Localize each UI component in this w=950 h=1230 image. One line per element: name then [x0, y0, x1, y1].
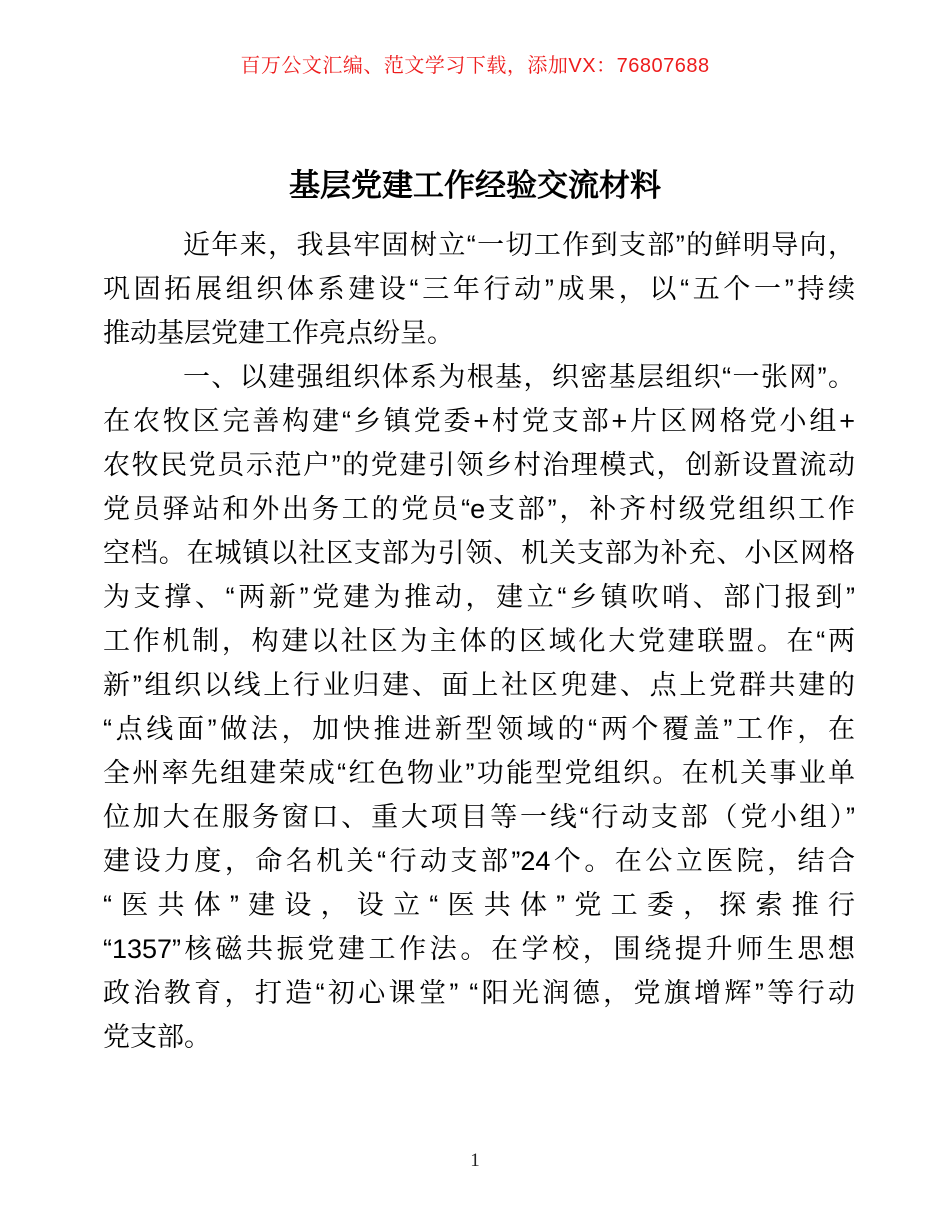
page-footer	[0, 1150, 950, 1172]
paragraph-line: 空档。在城镇以社区支部为引领、机关支部为补充、小区网格	[103, 538, 855, 568]
paragraph-line: 建设力度，命名机关“行动支部”24个。在公立医院，结合	[103, 846, 855, 876]
paragraph-line: 党员驿站和外出务工的党员“e支部”，补齐村级党组织工作	[103, 494, 855, 524]
paragraph-line: 一、以建强组织体系为根基，织密基层组织“一张网”。	[183, 362, 855, 392]
paragraph	[103, 223, 855, 355]
paragraph-line: 新”组织以线上行业归建、面上社区兜建、点上党群共建的	[103, 670, 855, 700]
paragraph-line: “医共体”建设，设立“医共体”党工委，探索推行	[103, 890, 855, 920]
paragraph-line: 巩固拓展组织体系建设“三年行动”成果，以“五个一”持续	[103, 274, 855, 304]
paragraph-line: 工作机制，构建以社区为主体的区域化大党建联盟。在“两	[103, 626, 855, 656]
paragraph-line: 位加大在服务窗口、重大项目等一线“行动支部（党小组）”	[103, 802, 855, 832]
paragraph-line: “1357”核磁共振党建工作法。在学校，围绕提升师生思想	[103, 934, 855, 964]
paragraph-line: 在农牧区完善构建“乡镇党委+村党支部+片区网格党小组+	[103, 406, 855, 436]
document-body	[103, 223, 855, 1059]
paragraph-line: 全州率先组建荣成“红色物业”功能型党组织。在机关事业单	[103, 758, 855, 788]
promo-banner	[0, 49, 950, 78]
paragraph-line: 农牧民党员示范户”的党建引领乡村治理模式，创新设置流动	[103, 450, 855, 480]
paragraph	[103, 355, 855, 1059]
paragraph-line: 为支撑、“两新”党建为推动，建立“乡镇吹哨、部门报到”	[103, 582, 855, 612]
page-number: 1	[470, 1150, 480, 1171]
paragraph-line: “点线面”做法，加快推进新型领域的“两个覆盖”工作，在	[103, 714, 855, 744]
paragraph-line: 政治教育，打造“初心课堂” “阳光润德，党旗增辉”等行动	[103, 978, 855, 1008]
promo-text: 百万公文汇编、范文学习下载，添加VX：76807688	[240, 55, 710, 77]
paragraph-line: 党支部。	[103, 1022, 211, 1052]
paragraph-line: 推动基层党建工作亮点纷呈。	[103, 318, 454, 348]
document-title: 基层党建工作经验交流材料	[289, 168, 661, 203]
paragraph-line: 近年来，我县牢固树立“一切工作到支部”的鲜明导向，	[183, 230, 855, 260]
